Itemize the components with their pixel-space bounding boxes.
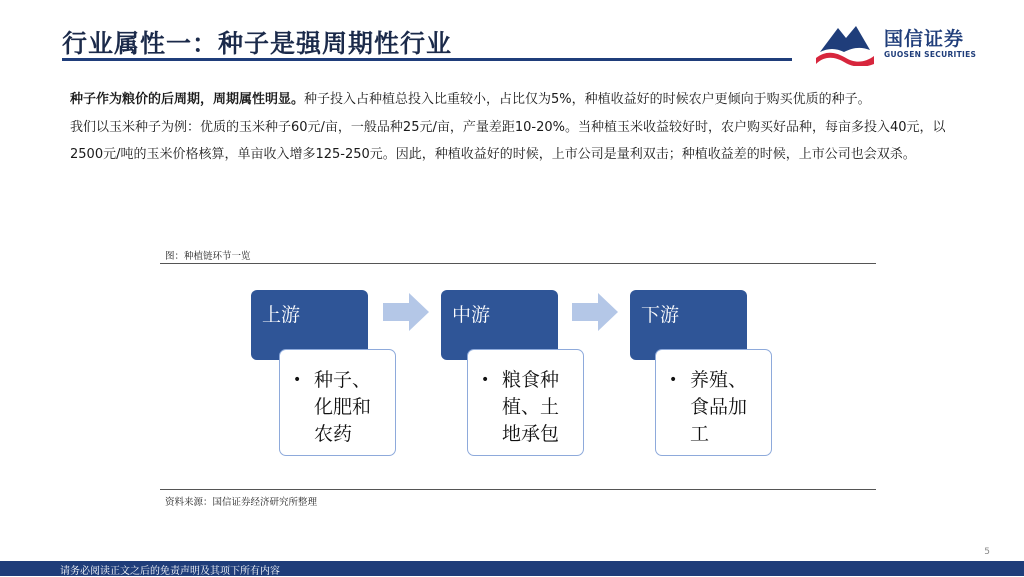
figure-label: 图：种植链环节一览 [165, 251, 251, 262]
page-title: 行业属性一：种子是强周期性行业 [62, 29, 453, 58]
stage-downstream-detail: 养殖、食品加工 [690, 369, 748, 445]
bullet-icon: • [669, 372, 678, 388]
paragraph-1 [70, 86, 960, 114]
arrow-right-icon [383, 293, 429, 331]
paragraph-2: 我们以玉米种子为例：优质的玉米种子60元/亩，一般品种25元/亩，产量差距10-20%。当种植玉米收益较好时，农户购买好品种，每亩多投入40元，以2500元/吨的玉米价格核算，单亩收入增多125-250元。因此，种植收益好的时候，上市公司是量利双击；种植收益差的时候，上市公司也会双杀。 [70, 119, 946, 162]
stage-upstream-card [279, 349, 396, 456]
paragraph-1-text: 种子投入占种植总投入比重较小，占比仅为5%，种植收益好的时候农户更倾向于购买优质的种子。 [304, 92, 871, 107]
lead-sentence: 种子作为粮价的后周期，周期属性明显。 [70, 92, 305, 107]
stage-downstream-card [655, 349, 772, 456]
body-text [70, 86, 960, 169]
page-number: 5 [984, 547, 990, 557]
logo-mark-icon [812, 22, 876, 66]
stage-midstream-card [467, 349, 584, 456]
bullet-icon: • [293, 372, 302, 388]
stage-upstream-title: 上游 [262, 304, 301, 326]
logo-name-en: GUOSEN SECURITIES [884, 50, 977, 59]
footer-bar [0, 561, 1024, 576]
stage-upstream-detail: 种子、化肥和农药 [314, 369, 372, 445]
figure-source: 资料来源：国信证券经济研究所整理 [165, 497, 318, 508]
figure-bottom-rule [160, 489, 876, 490]
stage-midstream-detail: 粮食种植、土地承包 [502, 369, 560, 445]
title-underline [62, 58, 792, 61]
arrow-right-icon [572, 293, 618, 331]
figure-top-rule [160, 263, 876, 264]
stage-midstream-title: 中游 [452, 304, 491, 326]
stage-downstream-title: 下游 [641, 304, 680, 326]
bullet-icon: • [481, 372, 490, 388]
company-logo [812, 22, 982, 66]
logo-name-cn: 国信证券 [884, 28, 965, 50]
footer-disclaimer[interactable]: 请务必阅读正文之后的免责声明及其项下所有内容 [60, 566, 280, 577]
